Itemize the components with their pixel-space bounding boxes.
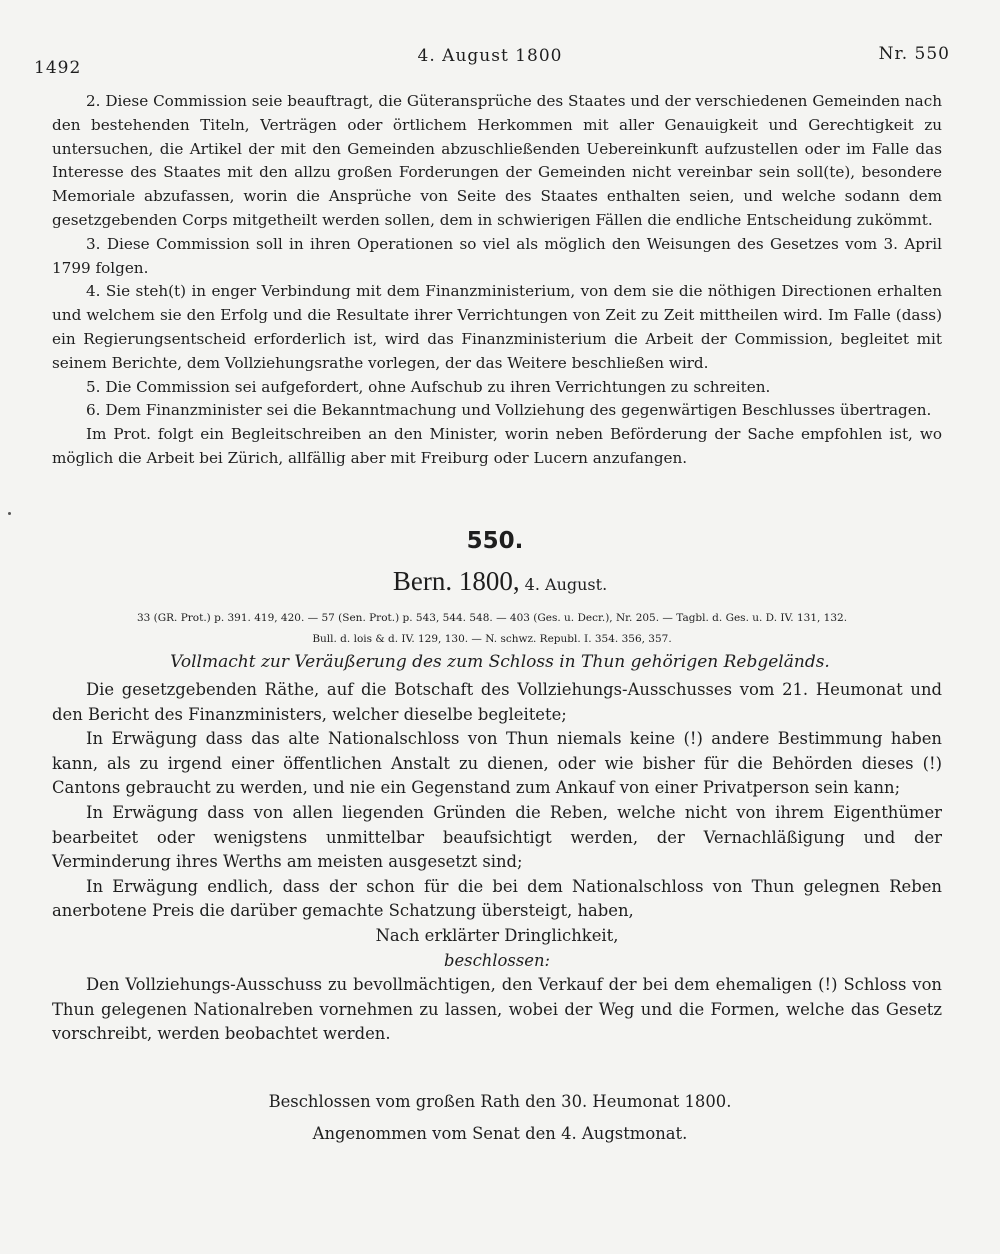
sources-line: 33 (GR. Prot.) p. 391. 419, 420. — 57 (Sen. Prot.) p. 543, 544. 548. — 403 (Ges. u. Decr.), Nr. 205. — Tagbl. d. Ges. u. D. IV. 131, 132.: [136, 612, 848, 624]
closing-line-senate: Angenommen vom Senat den 4. Augstmonat.: [312, 1124, 688, 1143]
sources-line: Bull. d. lois & d. IV. 129, 130. — N. schwz. Republ. I. 354. 356, 357.: [312, 633, 672, 645]
page-number: 1492: [34, 58, 82, 78]
resolved-line: beschlossen:: [443, 950, 551, 970]
closing-line-great-council: Beschlossen vom großen Rath den 30. Heumonat 1800.: [268, 1092, 732, 1111]
running-header: [0, 44, 1000, 78]
document-body: [52, 678, 942, 1047]
document-number: 550.: [466, 528, 524, 554]
paragraph: 6. Dem Finanzminister sei die Bekanntmachung und Vollziehung des gegenwärtigen Beschlusses übertragen.: [86, 401, 932, 420]
paragraph: In Erwägung dass von allen liegenden Gründen die Reben, welche nicht von ihrem Eigenthümer bearbeitet oder wenigstens unmittelbar beaufsichtigt werden, der Vernachläßigung und der Verminderung ihres Werths am meisten ausgesetzt sind;: [52, 802, 942, 872]
place-year: Bern. 1800,: [392, 566, 520, 596]
paragraph: In Erwägung endlich, dass der schon für die bei dem Nationalschloss von Thun gelegnen Reben anerbotene Preis die darüber gemachte Schatzung übersteigt, haben,: [52, 876, 942, 921]
paragraph: 4. Sie steh(t) in enger Verbindung mit dem Finanzministerium, von dem sie die nöthigen Directionen erhalten und welchem sie den Erfolg und die Resultate ihrer Verrichtungen von Zeit zu Zeit mittheilen wird. Im Falle (dass) ein Regierungsentscheid erforderlich ist, wird das Finanzministerium die Arbeit der Commission, begleitet mit seinem Berichte, dem Vollziehungsrathe vorlegen, der das Weitere beschließen wird.: [52, 282, 942, 372]
paragraph: Die gesetzgebenden Räthe, auf die Botschaft des Vollziehungs-Ausschusses vom 21. Heumonat und den Bericht des Finanzministers, welcher dieselbe begleitete;: [52, 680, 942, 724]
paragraph: 3. Diese Commission soll in ihren Operationen so viel als möglich den Weisungen des Gesetzes vom 3. April 1799 folgen.: [52, 234, 942, 277]
paragraph: 2. Diese Commission seie beauftragt, die Güteransprüche des Staates und der verschiedenen Gemeinden nach den bestehenden Titeln, Verträgen oder örtlichem Herkommen mit aller Genauigkeit und Gerechtigkeit zu untersuchen, die Artikel der mit den Gemeinden abzuschließenden Uebereinkunft aufzustellen oder im Falle das Interesse des Staates mit den allzu großen Forderungen der Gemeinden nicht vereinbar sein soll(te), besondere Memoriale abzufassen, worin die Ansprüche von Seite des Staates enthalten seien, und welche sodann dem gesetzgebenden Corps mitgetheilt werden sollen, dem in schwierigen Fällen die endliche Entscheidung zukömmt.: [52, 92, 942, 229]
dateline: [0, 566, 1000, 597]
header-doc-ref: Nr. 550: [878, 44, 950, 64]
paragraph: 5. Die Commission sei aufgefordert, ohne Aufschub zu ihren Verrichtungen zu schreiten.: [86, 377, 771, 396]
urgency-line: Nach erklärter Dringlichkeit,: [375, 925, 619, 945]
margin-mark: [8, 512, 11, 515]
paragraph: Im Prot. folgt ein Begleitschreiben an den Minister, worin neben Beförderung der Sache empfohlen ist, wo möglich die Arbeit bei Zürich, allfällig aber mit Freiburg oder Lucern anzufangen.: [52, 425, 942, 467]
source-references: [52, 608, 932, 650]
document-title: Vollmacht zur Veräußerung des zum Schloss in Thun gehörigen Rebgeländs.: [170, 652, 830, 672]
previous-document-text: [52, 90, 942, 471]
paragraph: In Erwägung dass das alte Nationalschloss von Thun niemals keine (!) andere Bestimmung haben kann, als zu irgend einer öffentlichen Anstalt zu dienen, oder wie bisher für die Behörden dieses (!) Cantons gebraucht zu werden, und nie ein Gegenstand zum Ankauf von einer Privatperson sein kann;: [52, 729, 942, 798]
header-date: 4. August 1800: [417, 46, 563, 66]
day: 4. August.: [524, 575, 608, 594]
decision-paragraph: Den Vollziehungs-Ausschuss zu bevollmächtigen, den Verkauf der bei dem ehemaligen (!) Schloss von Thun gelegenen Nationalreben vornehmen zu lassen, wobei der Weg und die Formen, welche das Gesetz vorschreibt, werden beobachtet werden.: [52, 975, 942, 1044]
